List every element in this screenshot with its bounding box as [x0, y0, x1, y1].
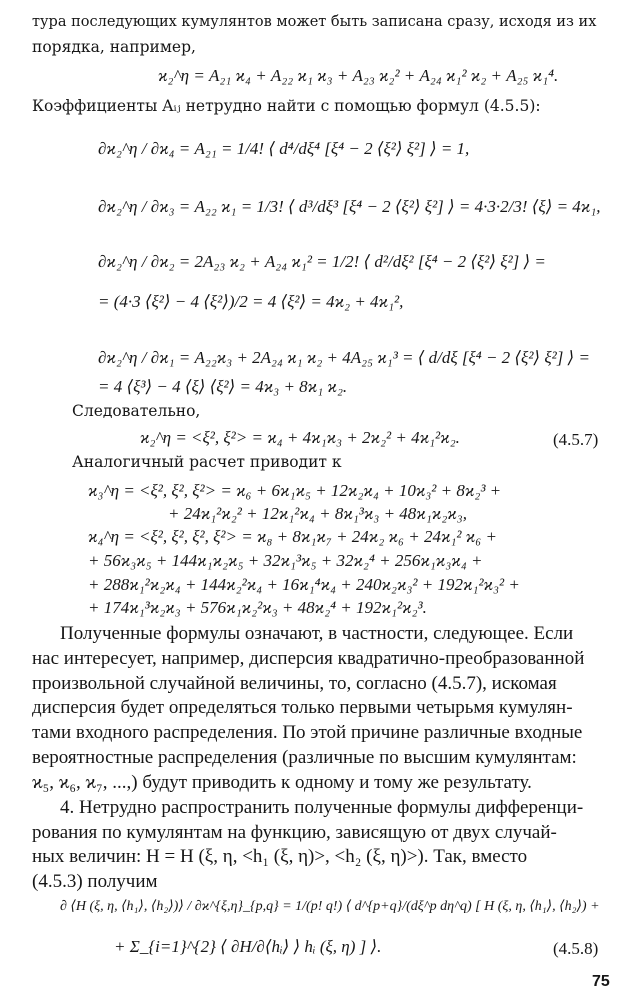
paragraph-line-4: дисперсия будет определяться только первыми четырьмя кумулян-: [32, 697, 573, 718]
equation-two-variable-sum: + Σ_{i=1}^{2} ⟨ ∂H/∂⟨hᵢ⟩ ⟩ hᵢ (ξ, η) ] ⟩.: [114, 937, 382, 956]
equation-kappa3-line1: ϰ₃^η = <ξ², ξ², ξ²> = ϰ₆ + 6ϰ₁ϰ₅ + 12ϰ₂ϰ₄ + 10ϰ₃² + 8ϰ₂³ +: [88, 481, 502, 500]
equation-number-4-5-7: (4.5.7): [553, 430, 599, 449]
equation-A25: ∂ϰ₂^η / ∂ϰ₁ = A₂₂ϰ₃ + 2A₂₄ ϰ₁ ϰ₂ + 4A₂₅ ϰ₁³ = ⟨ d/dξ [ξ⁴ − 2 ⟨ξ²⟩ ξ²] ⟩ =: [98, 348, 590, 367]
paragraph-line-3: произвольной случайной величины, то, согласно (4.5.7), искомая: [32, 673, 557, 694]
equation-kappa2-result: ϰ₂^η = <ξ², ξ²> = ϰ₄ + 4ϰ₁ϰ₃ + 2ϰ₂² + 4ϰ₁²ϰ₂.: [140, 428, 460, 447]
equation-kappa4-line4: + 174ϰ₁³ϰ₂ϰ₃ + 576ϰ₁ϰ₂²ϰ₃ + 48ϰ₂⁴ + 192ϰ₁²ϰ₂³.: [88, 598, 427, 617]
paragraph-line-6: вероятностные распределения (различные по высшим кумулянтам:: [32, 747, 577, 768]
page-number: 75: [592, 973, 610, 990]
paragraph-line-2: нас интересует, например, дисперсия квадратично-преобразованной: [32, 648, 585, 669]
paragraph-line-10: ных величин: H = H (ξ, η, <h₁ (ξ, η)>, <h₂ (ξ, η)>). Так, вместо: [32, 846, 528, 867]
text-line-therefore: Следовательно,: [72, 402, 201, 420]
equation-kappa2-expansion: ϰ₂^η = A₂₁ ϰ₄ + A₂₂ ϰ₁ ϰ₃ + A₂₃ ϰ₂² + A₂₄ ϰ₁² ϰ₂ + A₂₅ ϰ₁⁴.: [158, 66, 559, 85]
text-line-analogous: Аналогичный расчет приводит к: [72, 453, 342, 471]
equation-kappa4-line2: + 56ϰ₃ϰ₅ + 144ϰ₁ϰ₂ϰ₅ + 32ϰ₁³ϰ₅ + 32ϰ₂⁴ + 256ϰ₁ϰ₃ϰ₄ +: [88, 551, 483, 570]
equation-kappa4-line1: ϰ₄^η = <ξ², ξ², ξ², ξ²> = ϰ₈ + 8ϰ₁ϰ₇ + 24ϰ₂ ϰ₆ + 24ϰ₁² ϰ₆ +: [88, 527, 497, 546]
equation-A25-continued: = 4 ⟨ξ³⟩ − 4 ⟨ξ⟩ ⟨ξ²⟩ = 4ϰ₃ + 8ϰ₁ ϰ₂.: [98, 377, 348, 396]
equation-number-4-5-8: (4.5.8): [553, 939, 599, 958]
paragraph-line-9: рования по кумулянтам на функцию, зависящую от двух случай-: [32, 822, 557, 843]
equation-A23-A24: ∂ϰ₂^η / ∂ϰ₂ = 2A₂₃ ϰ₂ + A₂₄ ϰ₁² = 1/2! ⟨ d²/dξ² [ξ⁴ − 2 ⟨ξ²⟩ ξ²] ⟩ =: [98, 252, 546, 271]
paragraph-line-11: (4.5.3) получим: [32, 871, 158, 892]
text-line-coefficients: Коэффициенты Aᵢⱼ нетрудно найти с помощью формул (4.5.5):: [32, 97, 541, 115]
equation-kappa3-line2: + 24ϰ₁²ϰ₂² + 12ϰ₁²ϰ₄ + 8ϰ₁³ϰ₃ + 48ϰ₁ϰ₂ϰ₃,: [168, 504, 467, 523]
equation-kappa4-line3: + 288ϰ₁²ϰ₂ϰ₄ + 144ϰ₂²ϰ₄ + 16ϰ₁⁴ϰ₄ + 240ϰ₂ϰ₃² + 192ϰ₁²ϰ₃² +: [88, 575, 520, 594]
equation-two-variable-derivative: ∂ ⟨H (ξ, η, ⟨h₁⟩, ⟨h₂⟩)⟩ / ∂ϰ^{ξ,η}_{p,q} = 1/(p! q!) ⟨ d^{p+q}/(dξ^p dη^q) [ H (ξ, η, ⟨h₁⟩, ⟨h₂⟩) +: [60, 899, 600, 914]
equation-A22: ∂ϰ₂^η / ∂ϰ₃ = A₂₂ ϰ₁ = 1/3! ⟨ d³/dξ³ [ξ⁴ − 2 ⟨ξ²⟩ ξ²] ⟩ = 4·3·2/3! ⟨ξ⟩ = 4ϰ₁,: [98, 197, 601, 216]
text-line-2: порядка, например,: [32, 38, 196, 56]
paragraph-line-5: тами входного распределения. По этой причине различные входные: [32, 722, 583, 743]
paragraph-line-7: ϰ₅, ϰ₆, ϰ₇, ...,) будут приводить к одному и тому же результату.: [32, 772, 532, 793]
equation-A21: ∂ϰ₂^η / ∂ϰ₄ = A₂₁ = 1/4! ⟨ d⁴/dξ⁴ [ξ⁴ − 2 ⟨ξ²⟩ ξ²] ⟩ = 1,: [98, 139, 470, 158]
text-line-1: тура последующих кумулянтов может быть записана сразу, исходя из их: [32, 14, 597, 30]
paragraph-line-1: Полученные формулы означают, в частности, следующее. Если: [60, 623, 574, 644]
equation-A23-A24-continued: = (4·3 ⟨ξ²⟩ − 4 ⟨ξ²⟩)/2 = 4 ⟨ξ²⟩ = 4ϰ₂ + 4ϰ₁²,: [98, 292, 404, 311]
paragraph-line-8: 4. Нетрудно распространить полученные формулы дифференци-: [60, 797, 584, 818]
